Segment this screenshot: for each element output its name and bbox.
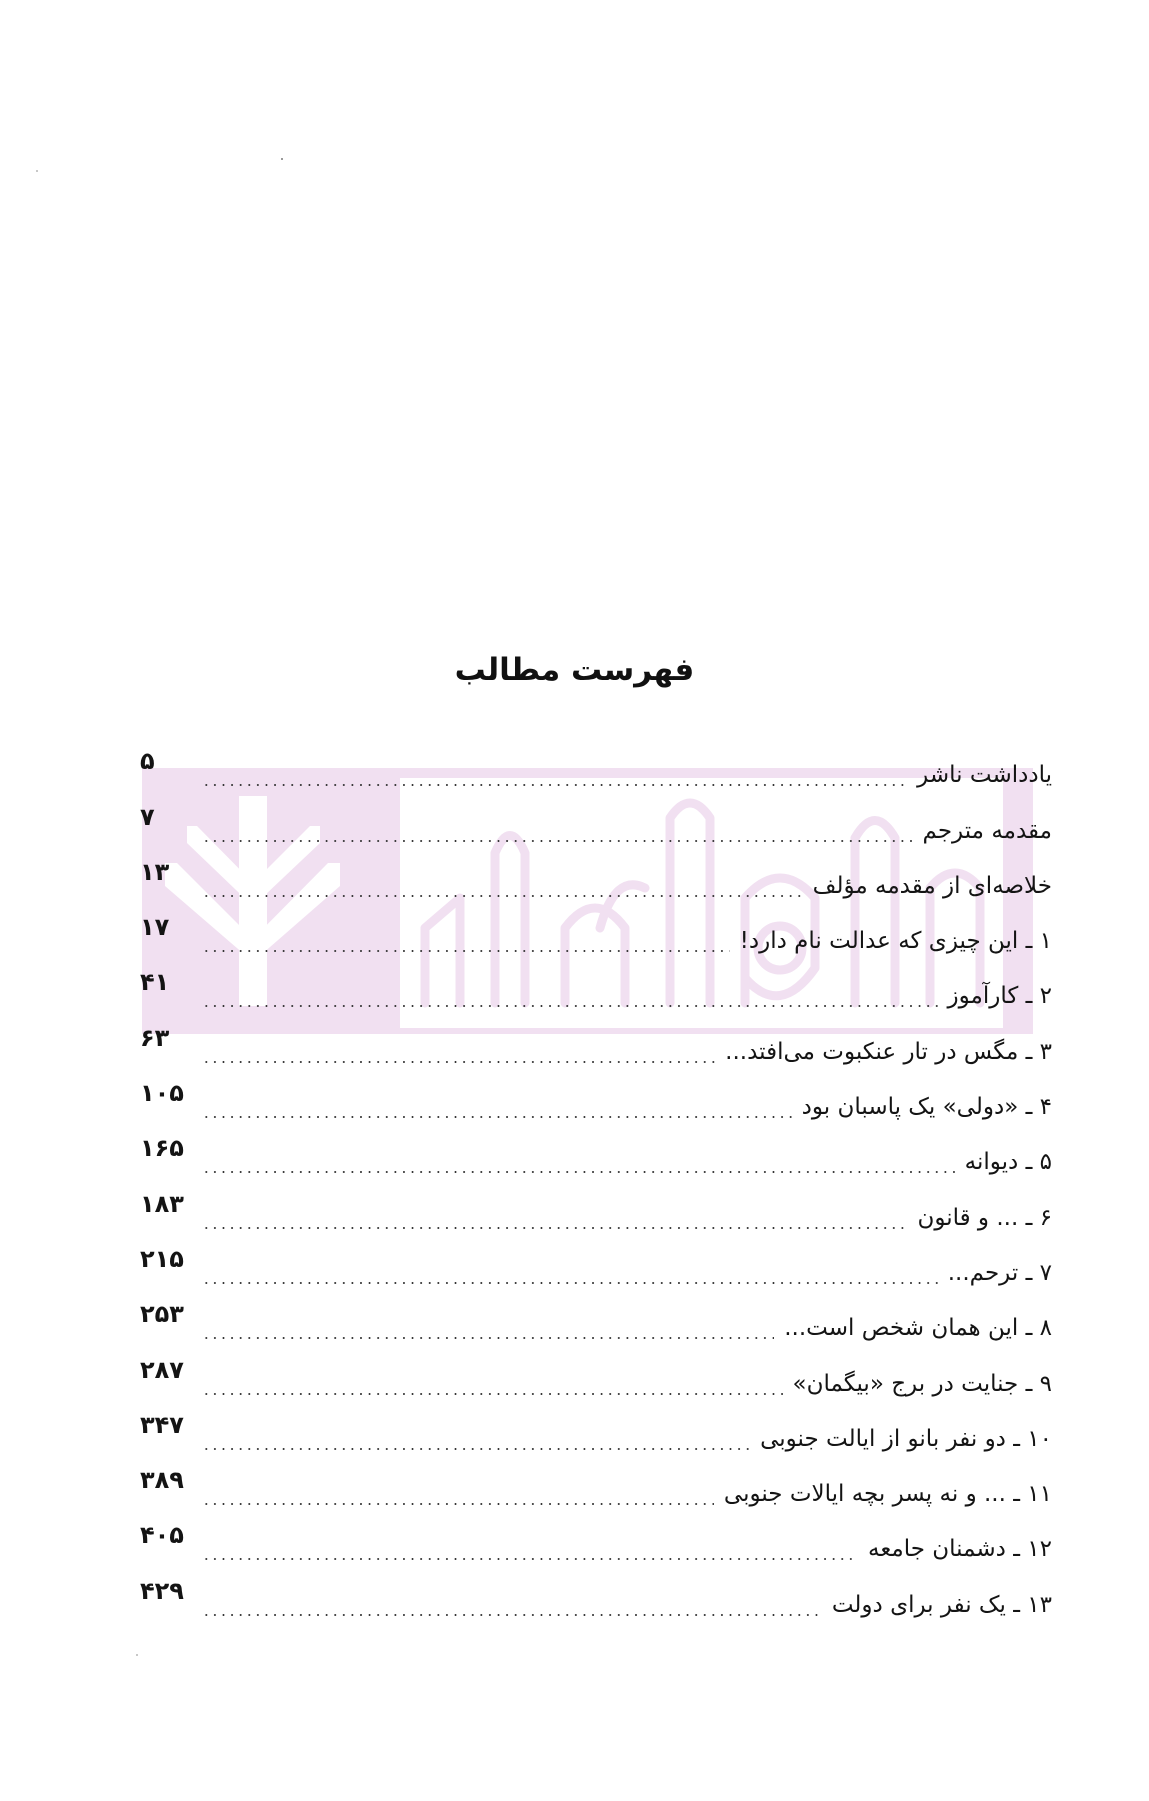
toc-entry-title: ۵ ـ دیوانه	[964, 1149, 1052, 1176]
toc-entry-title: ۳ ـ مگس در تار عنکبوت می‌افتد...	[725, 1038, 1052, 1065]
toc-entry[interactable]	[140, 1238, 1052, 1293]
dotted-leader	[202, 1448, 750, 1450]
toc-entry[interactable]	[140, 1182, 1052, 1237]
dotted-leader	[202, 1337, 774, 1339]
dotted-leader	[202, 950, 730, 952]
toc-entry[interactable]	[140, 795, 1052, 850]
dotted-leader	[202, 1227, 907, 1229]
toc-entry-title: ۱۱ ـ ... و نه پسر بچه ایالات جنوبی	[723, 1481, 1052, 1508]
toc-entry[interactable]	[140, 1569, 1052, 1624]
toc-entry-page-number: ۱۷	[140, 913, 170, 942]
dotted-leader	[202, 1503, 714, 1505]
dotted-leader	[202, 840, 913, 842]
toc-entry[interactable]	[140, 1514, 1052, 1569]
toc-entry-page-number: ۴۰۵	[140, 1521, 184, 1550]
toc-entry[interactable]	[140, 740, 1052, 795]
scan-speck	[136, 1654, 138, 1656]
scan-speck	[36, 170, 38, 172]
toc-entry-title: یادداشت ناشر	[917, 762, 1052, 789]
toc-entry-page-number: ۴۲۹	[140, 1576, 184, 1605]
dotted-leader	[202, 1061, 715, 1063]
toc-entry-title: ۱۳ ـ یک نفر برای دولت	[831, 1591, 1052, 1618]
toc-entry-title: ۱۲ ـ دشمنان جامعه	[867, 1536, 1052, 1563]
toc-entry-title: مقدمه مترجم	[922, 817, 1052, 844]
toc-entry-page-number: ۳۸۹	[140, 1466, 184, 1495]
toc-entry-page-number: ۱۸۳	[140, 1189, 184, 1218]
dotted-leader	[202, 895, 803, 897]
toc-entry-page-number: ۲۸۷	[140, 1355, 184, 1384]
toc-entry[interactable]	[140, 1016, 1052, 1071]
dotted-leader	[202, 1558, 858, 1560]
toc-entry[interactable]	[140, 961, 1052, 1016]
dotted-leader	[202, 1282, 938, 1284]
toc-entry[interactable]	[140, 1348, 1052, 1403]
toc-entry[interactable]	[140, 1293, 1052, 1348]
toc-entry-page-number: ۲۱۵	[140, 1244, 184, 1273]
scan-speck	[281, 158, 283, 160]
toc-entry[interactable]	[140, 851, 1052, 906]
toc-entry-title: ۱۰ ـ دو نفر بانو از ایالت جنوبی	[760, 1425, 1052, 1452]
toc-entry-title: خلاصه‌ای از مقدمه مؤلف	[812, 872, 1052, 899]
toc-entry[interactable]	[140, 1127, 1052, 1182]
toc-entry-title: ۱ ـ این چیزی که عدالت نام دارد!	[739, 928, 1052, 955]
toc-entry-page-number: ۱۳	[140, 857, 170, 886]
toc-entry-page-number: ۷	[140, 802, 155, 831]
toc-entry-page-number: ۱۰۵	[140, 1079, 184, 1108]
toc-entry-title: ۷ ـ ترحم...	[947, 1259, 1052, 1286]
toc-entry[interactable]	[140, 1459, 1052, 1514]
toc-entry[interactable]	[140, 1072, 1052, 1127]
dotted-leader	[202, 1005, 938, 1007]
toc-entry-title: ۶ ـ ... و قانون	[917, 1204, 1052, 1231]
toc-entry-page-number: ۳۴۷	[140, 1410, 184, 1439]
dotted-leader	[202, 1614, 822, 1616]
toc-entry-page-number: ۴۱	[140, 968, 170, 997]
toc-entry-title: ۲ ـ کارآموز	[947, 983, 1052, 1010]
toc-entry[interactable]	[140, 1404, 1052, 1459]
toc-entry-page-number: ۵	[140, 747, 155, 776]
toc-entry-page-number: ۶۳	[140, 1023, 170, 1052]
page-title: فهرست مطالب	[454, 652, 695, 688]
toc-entry-page-number: ۱۶۵	[140, 1134, 184, 1163]
toc-entry-title: ۴ ـ «دولی» یک پاسبان بود	[801, 1094, 1052, 1121]
dotted-leader	[202, 1116, 792, 1118]
dotted-leader	[202, 784, 907, 786]
table-of-contents	[140, 740, 1052, 1625]
dotted-leader	[202, 1171, 955, 1173]
toc-entry[interactable]	[140, 906, 1052, 961]
toc-entry-title: ۸ ـ این همان شخص است...	[784, 1315, 1052, 1342]
dotted-leader	[202, 1393, 783, 1395]
toc-entry-page-number: ۲۵۳	[140, 1300, 184, 1329]
toc-entry-title: ۹ ـ جنایت در برج «بیگمان»	[792, 1370, 1052, 1397]
